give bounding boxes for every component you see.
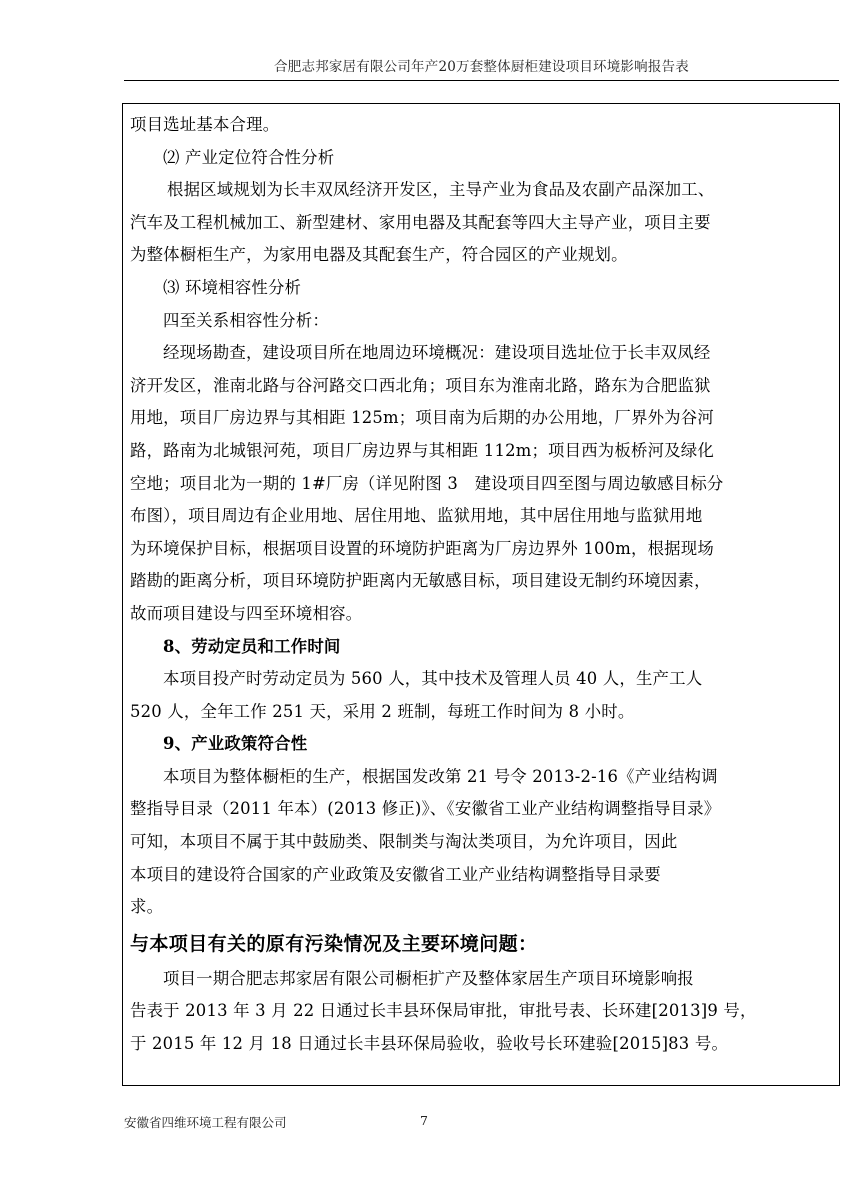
- text-line: 经现场勘查，建设项目所在地周边环境概况：建设项目选址位于长丰双凤经: [163, 343, 711, 363]
- text-line: 为环境保护目标，根据项目设置的环境防护距离为厂房边界外 100m，根据现场: [130, 538, 714, 558]
- subsection-heading: ⑶ 环境相容性分析: [163, 277, 302, 297]
- text-line: 布图），项目周边有企业用地、居住用地、监狱用地，其中居住用地与监狱用地: [130, 506, 703, 526]
- text-line: 济开发区，淮南北路与谷河路交口西北角；项目东为淮南北路，路东为合肥监狱: [130, 375, 711, 395]
- text-line: 求。: [130, 897, 164, 917]
- text-line: 于 2015 年 12 月 18 日通过长丰县环保局验收，验收号长环建验[2015]83 号。: [130, 1034, 729, 1054]
- section-heading-8: 8、劳动定员和工作时间: [163, 636, 341, 656]
- text-line: 四至关系相容性分析：: [163, 310, 329, 330]
- text-line: 故而项目建设与四至环境相容。: [130, 603, 363, 623]
- text-line: 踏勘的距离分析，项目环境防护距离内无敏感目标，项目建设无制约环境因素，: [130, 571, 711, 591]
- section-heading-9: 9、产业政策符合性: [163, 734, 308, 754]
- text-line: 项目选址基本合理。: [130, 115, 280, 134]
- subsection-heading: ⑵ 产业定位符合性分析: [163, 147, 335, 167]
- text-line: 可知，本项目不属于其中鼓励类、限制类与淘汰类项目，为允许项目，因此: [130, 832, 678, 852]
- document-body: [130, 109, 830, 1061]
- page-header-title: 合肥志邦家居有限公司年产20万套整体厨柜建设项目环境影响报告表: [274, 59, 689, 75]
- text-line: 路，路南为北城银河苑，项目厂房边界与其相距 112m；项目西为板桥河及绿化: [130, 440, 714, 460]
- text-line: 用地，项目厂房边界与其相距 125m；项目南为后期的办公用地，厂界外为谷河: [130, 408, 714, 428]
- header-divider: [124, 80, 839, 81]
- text-line: 520 人，全年工作 251 天，采用 2 班制，每班工作时间为 8 小时。: [130, 701, 635, 721]
- text-line: 空地；项目北为一期的 1#厂房（详见附图 3 建设项目四至图与周边敏感目标分: [130, 473, 724, 493]
- text-line: 告表于 2013 年 3 月 22 日通过长丰县环保局审批，审批号表、长环建[2013]9 号，: [130, 1001, 757, 1021]
- footer-company: 安徽省四维环境工程有限公司: [124, 1115, 287, 1130]
- text-line: 为整体橱柜生产，为家用电器及其配套生产，符合园区的产业规划。: [130, 245, 628, 265]
- text-line: 项目一期合肥志邦家居有限公司橱柜扩产及整体家居生产项目环境影响报: [163, 968, 694, 988]
- text-line: 本项目的建设符合国家的产业政策及安徽省工业产业结构调整指导目录要: [130, 864, 661, 884]
- pollution-section-heading: 与本项目有关的原有污染情况及主要环境问题：: [130, 932, 538, 955]
- text-line: 整指导目录（2011 年本）(2013 修正)》、《安徽省工业产业结构调整指导目录》: [130, 799, 721, 819]
- text-line: 本项目投产时劳动定员为 560 人，其中技术及管理人员 40 人，生产工人: [163, 669, 703, 689]
- text-line: 汽车及工程机械加工、新型建材、家用电器及其配套等四大主导产业，项目主要: [130, 212, 711, 232]
- text-line: 本项目为整体橱柜的生产，根据国发改第 21 号令 2013-2-16《产业结构调: [163, 766, 718, 786]
- text-line: 根据区域规划为长丰双凤经济开发区，主导产业为食品及农副产品深加工、: [167, 180, 715, 200]
- page-number: 7: [420, 1113, 428, 1128]
